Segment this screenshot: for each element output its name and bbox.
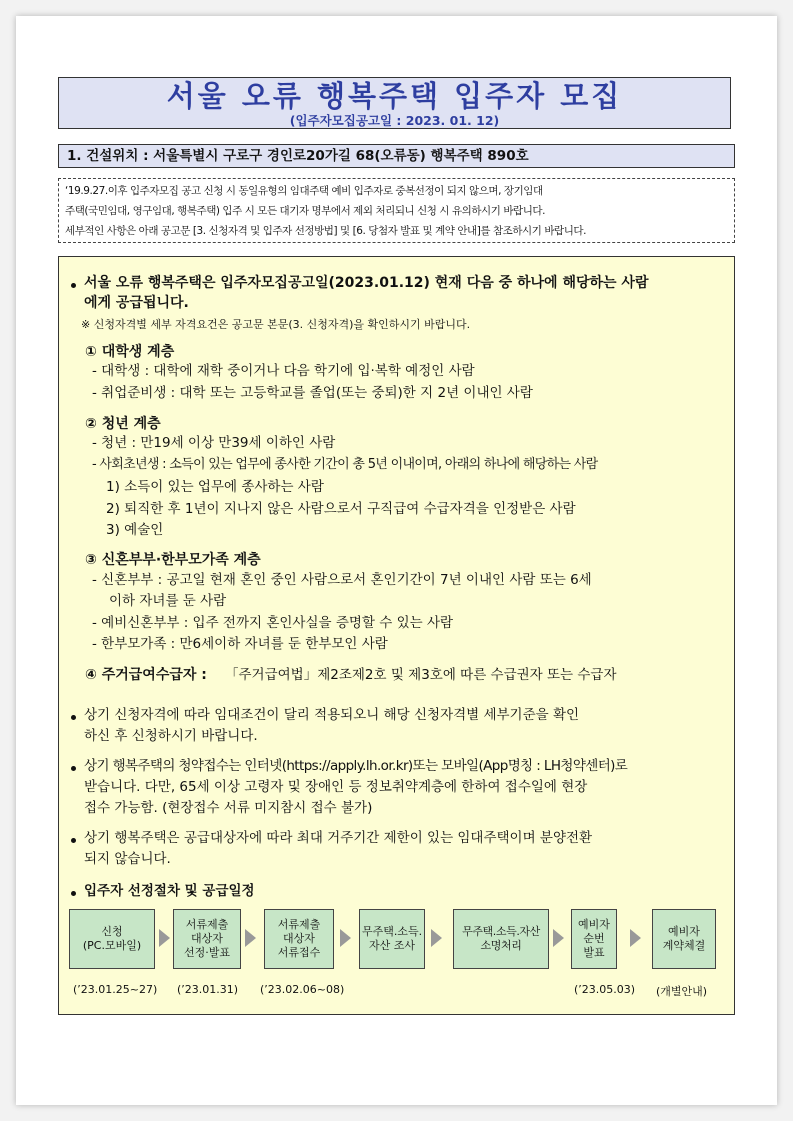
bullet-icon: [71, 715, 76, 720]
flow-step: 무주택.소득.자산 소명처리: [453, 909, 549, 969]
group-item: - 취업준비생 : 대학 또는 고등학교를 졸업(또는 중퇴)한 지 2년 이내인 사람: [92, 385, 533, 401]
schedule-date: (개별안내): [656, 985, 708, 998]
notice-line: 주택(국민임대, 영구임대, 행복주택) 입주 시 모든 대기자 명부에서 제외 처리되니 신청 시 유의하시기 바랍니다.: [65, 205, 545, 217]
group-item: - 한부모가족 : 만6세이하 자녀를 둔 한부모인 사람: [92, 636, 388, 652]
flow-step: 서류제출 대상자 서류접수: [264, 909, 334, 969]
group-item: - 사회초년생 : 소득이 있는 업무에 종사한 기간이 총 5년 이내이며, 아래의 하나에 해당하는 사람: [92, 457, 598, 472]
group-item: 이하 자녀를 둔 사람: [109, 593, 227, 609]
flow-step: 신청 (PC.모바일): [69, 909, 155, 969]
notice-box: [58, 178, 735, 243]
schedule-date: (’23.02.06~08): [260, 983, 345, 996]
notice-bullet: 접수 가능함. (현장접수 서류 미지참시 접수 불가): [84, 800, 373, 816]
schedule-date: (’23.01.25~27): [73, 983, 158, 996]
eligibility-box: [58, 256, 735, 1015]
process-title: 입주자 선정절차 및 공급일정: [84, 883, 255, 899]
flow-step: 예비자 순번 발표: [571, 909, 617, 969]
notice-bullet: 상기 행복주택은 공급대상자에 따라 최대 거주기간 제한이 있는 임대주택이며 분양전환: [84, 830, 593, 846]
notice-bullet: 상기 행복주택의 청약접수는 인터넷(https://apply.lh.or.kr)또는 모바일(App명칭 : LH청약센터)로: [84, 758, 628, 774]
notice-bullet: 하신 후 신청하시기 바랍니다.: [84, 728, 258, 744]
notice-line: ‘19.9.27.이후 입주자모집 공고 신청 시 동일유형의 임대주택 예비 입주자로 중복선정이 되지 않으며, 장기임대: [65, 185, 543, 197]
group-subitem: 1) 소득이 있는 업무에 종사하는 사람: [106, 479, 324, 495]
bullet-icon: [71, 766, 76, 771]
bullet-icon: [71, 891, 76, 896]
schedule-date: (’23.05.03): [574, 983, 636, 996]
group-title-youth: ② 청년 계층: [85, 416, 161, 432]
group-subitem: 3) 예술인: [106, 522, 164, 538]
bullet-icon: [71, 838, 76, 843]
intro-line: 서울 오류 행복주택은 입주자모집공고일(2023.01.12) 현재 다음 중 하나에 해당하는 사람: [84, 275, 649, 291]
group-title-housing-benefit: ④ 주거급여수급자 :: [85, 667, 207, 683]
arrow-right-icon: [431, 929, 442, 947]
intro-note: ※ 신청자격별 세부 자격요건은 공고문 본문(3. 신청자격)을 확인하시기 바랍니다.: [81, 318, 471, 331]
group-item: - 청년 : 만19세 이상 만39세 이하인 사람: [92, 435, 336, 451]
arrow-right-icon: [630, 929, 641, 947]
flow-step: 서류제출 대상자 선정·발표: [173, 909, 241, 969]
notice-line: 세부적인 사항은 아래 공고문 [3. 신청자격 및 입주자 선정방법] 및 [6. 당첨자 발표 및 계약 안내]를 참조하시기 바랍니다.: [65, 225, 586, 237]
notice-bullet: 받습니다. 다만, 65세 이상 고령자 및 장애인 등 정보취약계층에 한하여 접수일에 현장: [84, 779, 588, 795]
title-banner: [58, 77, 731, 129]
group-item: - 신혼부부 : 공고일 현재 혼인 중인 사람으로서 혼인기간이 7년 이내인 사람 또는 6세: [92, 572, 592, 588]
flow-step: 무주택.소득. 자산 조사: [359, 909, 425, 969]
arrow-right-icon: [159, 929, 170, 947]
group-item: - 대학생 : 대학에 재학 중이거나 다음 학기에 입·복학 예정인 사람: [92, 363, 475, 379]
group-subitem: 2) 퇴직한 후 1년이 지나지 않은 사람으로서 구직급여 수급자격을 인정받은 사람: [106, 501, 576, 517]
notice-bullet: 되지 않습니다.: [84, 851, 171, 867]
group-item: - 예비신혼부부 : 입주 전까지 혼인사실을 증명할 수 있는 사람: [92, 615, 454, 631]
arrow-right-icon: [553, 929, 564, 947]
arrow-right-icon: [340, 929, 351, 947]
schedule-date: (’23.01.31): [177, 983, 239, 996]
arrow-right-icon: [245, 929, 256, 947]
construction-location: 1. 건설위치 : 서울특별시 구로구 경인로20가길 68(오류동) 행복주택 890호: [58, 144, 735, 168]
group-item: 「주거급여법」제2조제2호 및 제3호에 따른 수급권자 또는 수급자: [225, 667, 617, 683]
group-title-students: ① 대학생 계층: [85, 344, 175, 360]
bullet-icon: [71, 283, 76, 288]
group-title-newlyweds: ③ 신혼부부·한부모가족 계층: [85, 552, 261, 568]
flow-step: 예비자 계약체결: [652, 909, 716, 969]
notice-bullet: 상기 신청자격에 따라 임대조건이 달리 적용되오니 해당 신청자격별 세부기준을 확인: [84, 707, 580, 723]
announcement-date: (입주자모집공고일 : 2023. 01. 12): [289, 113, 500, 128]
intro-line: 에게 공급됩니다.: [84, 295, 189, 311]
page-title: 서울 오류 행복주택 입주자 모집: [166, 79, 623, 113]
